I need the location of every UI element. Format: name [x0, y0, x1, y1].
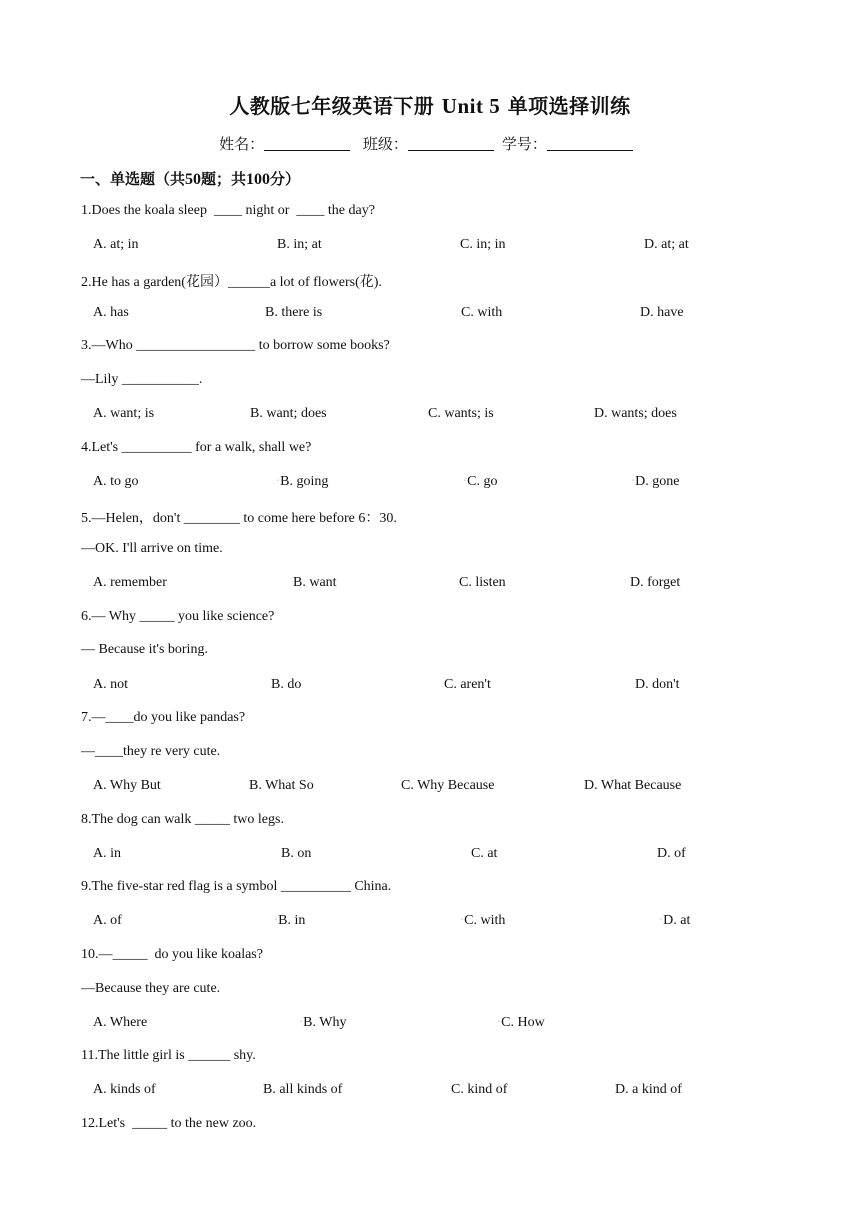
option-label: C. go: [467, 474, 498, 489]
option-label: C. kind of: [451, 1082, 508, 1097]
option-label: D. a kind of: [615, 1082, 682, 1097]
option-marker-icon: ◦: [300, 1019, 303, 1025]
answer-option-c[interactable]: [451, 1082, 507, 1098]
option-label: D. gone: [635, 474, 680, 489]
answer-option-c[interactable]: [444, 677, 491, 693]
answer-option-c[interactable]: [461, 913, 505, 929]
option-label: A. in: [93, 846, 121, 861]
option-label: B. What So: [249, 778, 314, 793]
answer-option-b[interactable]: [249, 778, 314, 794]
question-stem: 5.—Helen，don't ________ to come here before 6：30.: [81, 511, 397, 526]
question-stem: 1.Does the koala sleep ____ night or ____ the day?: [81, 203, 375, 218]
option-label: B. there is: [265, 305, 323, 320]
answer-option-a[interactable]: [93, 305, 129, 321]
option-label: B. going: [280, 474, 329, 489]
option-label: C. listen: [459, 575, 506, 590]
option-label: D. wants; does: [594, 406, 677, 421]
question-line: — Because it's boring.: [81, 642, 208, 657]
answer-option-a[interactable]: [93, 846, 121, 862]
option-label: A. kinds of: [93, 1082, 156, 1097]
id-blank[interactable]: [547, 136, 633, 151]
question-stem: 4.Let's __________ for a walk, shall we?: [81, 440, 312, 455]
option-label: C. aren't: [444, 677, 491, 692]
answer-option-b[interactable]: [277, 237, 322, 253]
class-blank[interactable]: [408, 136, 494, 151]
answer-option-a[interactable]: [93, 778, 161, 794]
answer-option-d[interactable]: [594, 406, 677, 422]
question-stem: 9.The five-star red flag is a symbol __________ China.: [81, 879, 392, 894]
answer-option-a[interactable]: [93, 575, 167, 591]
question-stem: 2.He has a garden(花园）______a lot of flowers(花).: [81, 275, 382, 290]
answer-option-b[interactable]: [300, 1015, 346, 1031]
option-label: C. How: [501, 1015, 545, 1030]
option-label: A. remember: [93, 575, 167, 590]
answer-option-b[interactable]: [293, 575, 337, 591]
question-stem: 6.— Why _____ you like science?: [81, 609, 275, 624]
answer-option-a[interactable]: [93, 474, 139, 490]
option-marker-icon: ◦: [632, 478, 635, 484]
option-marker-icon: ◦: [464, 478, 467, 484]
option-label: A. Why But: [93, 778, 161, 793]
answer-option-d[interactable]: [660, 913, 690, 929]
option-marker-icon: ◦: [461, 917, 464, 923]
answer-option-c[interactable]: [460, 237, 506, 253]
section-suffix: 分）: [270, 170, 301, 188]
answer-option-d[interactable]: [615, 1082, 682, 1098]
answer-option-a[interactable]: [93, 677, 128, 693]
option-label: B. all kinds of: [263, 1082, 343, 1097]
option-label: B. in; at: [277, 237, 322, 252]
question-stem: 8.The dog can walk _____ two legs.: [81, 812, 284, 827]
answer-option-b[interactable]: [277, 474, 328, 490]
answer-option-b[interactable]: [275, 913, 305, 929]
question-stem: 11.The little girl is ______ shy.: [81, 1048, 256, 1063]
title-suffix: 单项选择训练: [507, 94, 631, 118]
answer-option-a[interactable]: [93, 1082, 156, 1098]
answer-option-c[interactable]: [498, 1015, 545, 1031]
question-line: —Because they are cute.: [81, 981, 221, 996]
answer-option-a[interactable]: [93, 406, 154, 422]
student-info-row: [0, 133, 860, 154]
option-label: C. at: [471, 846, 498, 861]
answer-option-b[interactable]: [263, 1082, 342, 1098]
answer-option-a[interactable]: [93, 237, 139, 253]
option-label: A. of: [93, 913, 122, 928]
answer-option-a[interactable]: [93, 913, 122, 929]
option-label: D. What Because: [584, 778, 682, 793]
id-label: 学号：: [501, 135, 547, 153]
option-label: A. want; is: [93, 406, 155, 421]
answer-option-d[interactable]: [632, 474, 679, 490]
answer-option-b[interactable]: [281, 846, 311, 862]
question-stem: 7.—____do you like pandas?: [81, 710, 246, 725]
option-label: A. at; in: [93, 237, 139, 252]
answer-option-b[interactable]: [265, 305, 322, 321]
name-blank[interactable]: [264, 136, 350, 151]
option-label: A. to go: [93, 474, 139, 489]
answer-option-d[interactable]: [635, 677, 680, 693]
option-label: A. Where: [93, 1015, 148, 1030]
section-points: 100: [246, 171, 271, 188]
section-count: 50: [185, 171, 202, 188]
option-label: B. want; does: [250, 406, 327, 421]
option-marker-icon: ◦: [275, 917, 278, 923]
option-label: B. on: [281, 846, 312, 861]
answer-option-a[interactable]: [93, 1015, 147, 1031]
option-label: B. do: [271, 677, 302, 692]
title-prefix: 人教版七年级英语下册: [229, 94, 435, 118]
option-label: D. don't: [635, 677, 680, 692]
section-prefix: 一、单选题（共: [80, 170, 186, 188]
option-label: A. has: [93, 305, 129, 320]
page-title: [0, 90, 860, 119]
question-line: —OK. I'll arrive on time.: [81, 541, 223, 556]
option-label: C. in; in: [460, 237, 506, 252]
name-label: 姓名：: [219, 135, 265, 153]
option-label: B. Why: [303, 1015, 347, 1030]
answer-option-c[interactable]: [401, 778, 494, 794]
answer-option-b[interactable]: [250, 406, 327, 422]
option-marker-icon: ◦: [277, 478, 280, 484]
question-line: —____they re very cute.: [81, 744, 221, 759]
question-stem: 12.Let's _____ to the new zoo.: [81, 1116, 257, 1131]
option-label: A. not: [93, 677, 128, 692]
answer-option-d[interactable]: [640, 305, 684, 321]
question-line: —Lily ___________.: [81, 372, 203, 387]
section-heading: [80, 168, 300, 189]
answer-option-d[interactable]: [630, 575, 680, 591]
answer-option-c[interactable]: [461, 305, 502, 321]
option-marker-icon: ◦: [660, 917, 663, 923]
answer-option-b[interactable]: [271, 677, 301, 693]
class-label: 班级：: [362, 135, 408, 153]
option-label: D. at: [663, 913, 691, 928]
option-label: D. forget: [630, 575, 681, 590]
answer-option-d[interactable]: [584, 778, 681, 794]
option-marker-icon: ◦: [498, 1019, 501, 1025]
answer-option-c[interactable]: [471, 846, 497, 862]
option-label: B. want: [293, 575, 337, 590]
question-stem: 3.—Who _________________ to borrow some books?: [81, 338, 390, 353]
section-middle: 题；共: [201, 170, 247, 188]
answer-option-c[interactable]: [428, 406, 494, 422]
option-label: D. have: [640, 305, 684, 320]
option-label: C. wants; is: [428, 406, 494, 421]
option-label: C. with: [461, 305, 503, 320]
option-label: D. of: [657, 846, 686, 861]
option-label: D. at; at: [644, 237, 689, 252]
option-label: B. in: [278, 913, 306, 928]
answer-option-d[interactable]: [644, 237, 689, 253]
option-label: C. with: [464, 913, 506, 928]
answer-option-d[interactable]: [657, 846, 686, 862]
option-label: C. Why Because: [401, 778, 495, 793]
question-stem: 10.—_____ do you like koalas?: [81, 947, 263, 962]
title-unit: Unit 5: [441, 94, 501, 118]
answer-option-c[interactable]: [464, 474, 497, 490]
answer-option-c[interactable]: [459, 575, 506, 591]
